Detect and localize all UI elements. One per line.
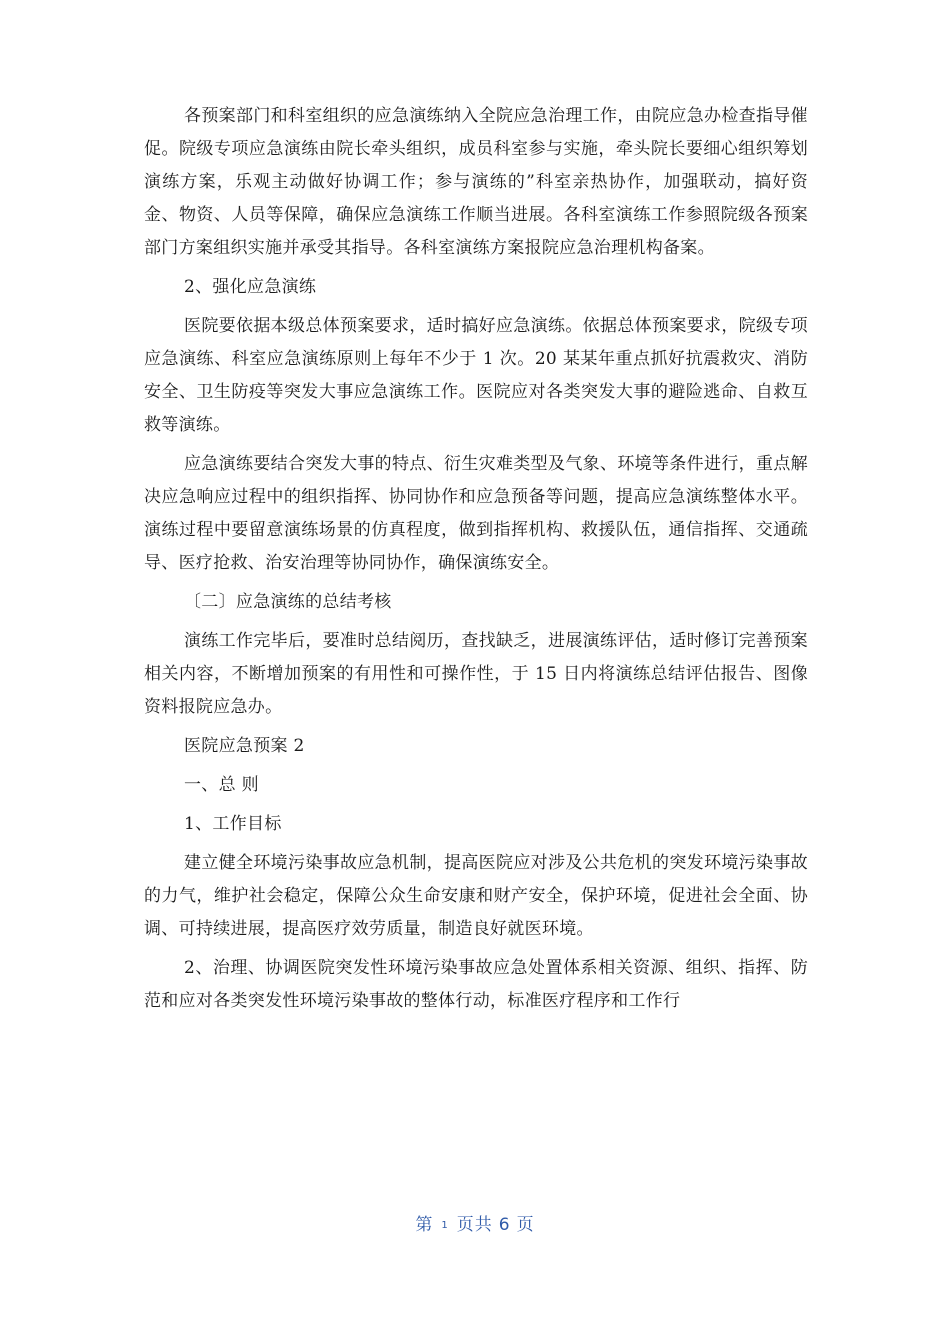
document-body: [144, 100, 808, 1024]
footer-total-pages: 6: [498, 1215, 511, 1235]
paragraph-drill-evaluation: 演练工作完毕后，要准时总结阅历，查找缺乏，进展演练评估，适时修订完善预案相关内容，不断增加预案的有用性和可操作性，于 15 日内将演练总结评估报告、图像资料报院应急办。: [144, 631, 808, 717]
heading-work-goals: 1、工作目标: [184, 814, 282, 834]
paragraph-environment-mechanism: 建立健全环境污染事故应急机制，提高医院应对涉及公共危机的突发环境污染事故的力气，维护社会稳定，保障公众生命安康和财产安全，保护环境，促进社会全面、协调、可持续进展，提高医疗效劳质量，制造良好就医环境。: [144, 853, 808, 939]
heading-general-principles: 一、总 则: [184, 775, 259, 795]
heading-plan-2: 医院应急预案 2: [184, 736, 305, 756]
footer-page-number: 1: [441, 1219, 449, 1231]
paragraph-coordination: 2、治理、协调医院突发性环境污染事故应急处置体系相关资源、组织、指挥、防范和应对各类突发性环境污染事故的整体行动，标准医疗程序和工作行: [144, 958, 808, 1011]
footer-suffix: 页: [516, 1215, 535, 1235]
page-footer: [0, 1210, 950, 1235]
footer-prefix: 第: [415, 1215, 434, 1235]
paragraph-drill-requirements: 医院要依据本级总体预案要求，适时搞好应急演练。依据总体预案要求，院级专项应急演练、科室应急演练原则上每年不少于 1 次。20 某某年重点抓好抗震救灾、消防安全、卫生防疫等突发大事应急演练工作。医院应对各类突发大事的避险逃命、自救互救等演练。: [144, 316, 808, 435]
paragraph-drill-conditions: 应急演练要结合突发大事的特点、衍生灾难类型及气象、环境等条件进行，重点解决应急响应过程中的组织指挥、协同协作和应急预备等问题，提高应急演练整体水平。演练过程中要留意演练场景的仿真程度，做到指挥机构、救援队伍，通信指挥、交通疏导、医疗抢救、治安治理等协同协作，确保演练安全。: [144, 454, 808, 573]
footer-middle: 页共: [456, 1215, 493, 1235]
heading-strengthen-drill: 2、强化应急演练: [184, 277, 317, 297]
heading-drill-summary: 〔二〕应急演练的总结考核: [184, 592, 392, 612]
paragraph-drill-organization: 各预案部门和科室组织的应急演练纳入全院应急治理工作，由院应急办检查指导催促。院级专项应急演练由院长牵头组织，成员科室参与实施，牵头院长要细心组织筹划演练方案，乐观主动做好协调工作；参与演练的”科室亲热协作，加强联动，搞好资金、物资、人员等保障，确保应急演练工作顺当进展。各科室演练工作参照院级各预案部门方案组织实施并承受其指导。各科室演练方案报院应急治理机构备案。: [144, 106, 808, 258]
